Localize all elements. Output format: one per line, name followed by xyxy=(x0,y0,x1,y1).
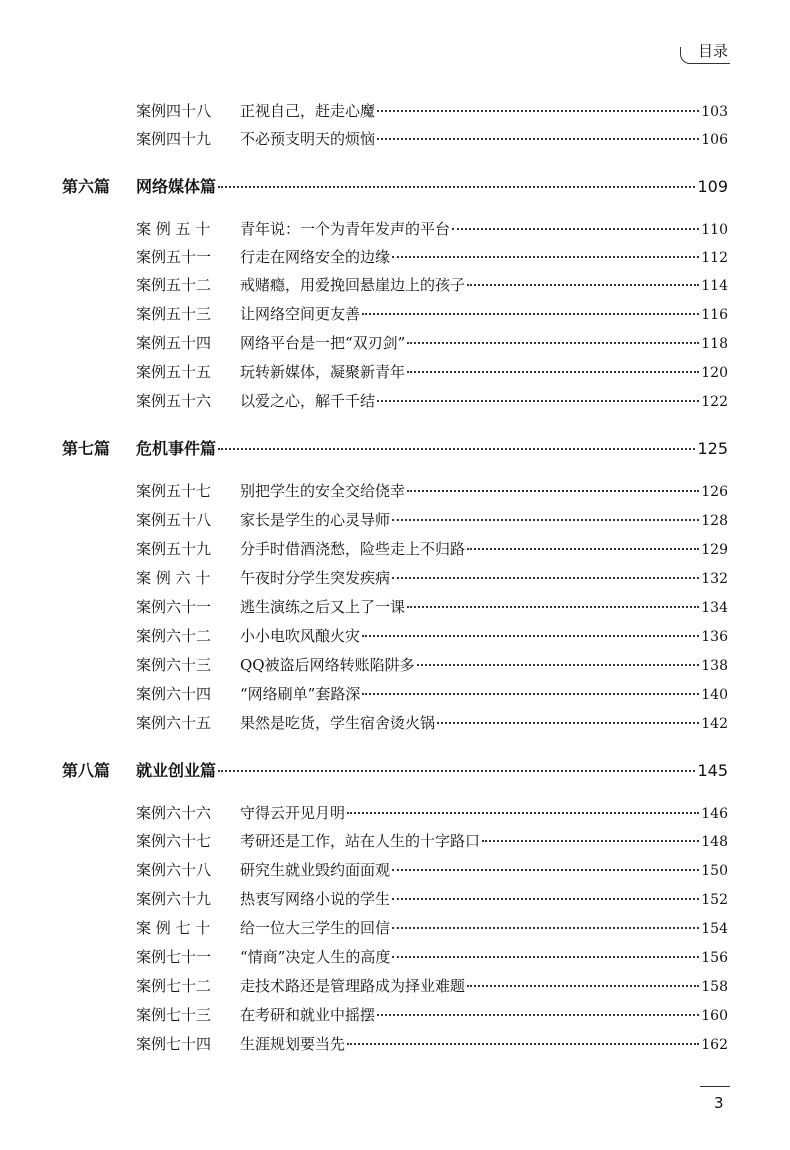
toc-case-entry[interactable] xyxy=(136,1004,728,1026)
entry-label: 案 例 七 十 xyxy=(136,919,211,937)
entry-title: 分手时借酒浇愁，险些走上不归路 xyxy=(240,540,466,558)
toc-case-entry[interactable] xyxy=(136,538,728,560)
toc-case-entry[interactable] xyxy=(136,975,728,997)
header-ornament xyxy=(680,47,691,64)
dot-leader xyxy=(362,692,699,695)
entry-title: 逃生演练之后又上了一课 xyxy=(240,598,406,616)
entry-title: 别把学生的安全交给侥幸 xyxy=(240,482,406,500)
entry-label: 案例六十二 xyxy=(136,627,212,645)
entry-label: 案例五十四 xyxy=(136,334,212,352)
entry-title: 网络媒体篇 xyxy=(136,177,217,196)
entry-page-number: 106 xyxy=(701,132,728,148)
entry-title: 危机事件篇 xyxy=(136,439,217,458)
entry-label: 案例五十九 xyxy=(136,540,212,558)
entry-label: 案例四十八 xyxy=(136,102,212,120)
dot-leader xyxy=(407,489,699,492)
entry-title: 青年说：一个为青年发声的平台 xyxy=(240,220,451,238)
entry-page-number: 136 xyxy=(701,629,728,645)
dot-leader xyxy=(392,897,699,900)
dot-leader xyxy=(392,955,699,958)
entry-page-number: 140 xyxy=(701,687,728,703)
dot-leader xyxy=(417,663,700,666)
entry-page-number: 125 xyxy=(697,439,728,458)
entry-title: 网络平台是一把“双刃剑” xyxy=(240,334,406,352)
entry-title: 就业创业篇 xyxy=(136,761,217,780)
entry-page-number: 156 xyxy=(701,950,728,966)
entry-page-number: 118 xyxy=(701,336,728,352)
toc-case-entry[interactable] xyxy=(136,128,728,150)
dot-leader xyxy=(392,576,699,579)
entry-label: 第六篇 xyxy=(62,177,111,196)
entry-page-number: 146 xyxy=(701,806,728,822)
entry-title: “网络刷单”套路深 xyxy=(240,685,361,703)
toc-case-entry[interactable] xyxy=(136,246,728,268)
entry-title: QQ被盗后网络转账陷阱多 xyxy=(240,656,415,674)
entry-label: 案例六十八 xyxy=(136,861,212,879)
toc-case-entry[interactable] xyxy=(136,625,728,647)
dot-leader xyxy=(362,634,699,637)
toc-case-entry[interactable] xyxy=(136,830,728,852)
entry-page-number: 145 xyxy=(697,761,728,780)
dot-leader xyxy=(407,605,699,608)
dot-leader xyxy=(377,1013,699,1016)
toc-case-entry[interactable] xyxy=(136,946,728,968)
entry-title: 小小电吹风酿火灾 xyxy=(240,627,361,645)
entry-label: 第七篇 xyxy=(62,439,111,458)
dot-leader xyxy=(392,868,699,871)
entry-title: 戒赌瘾，用爱挽回悬崖边上的孩子 xyxy=(240,276,466,294)
entry-page-number: 128 xyxy=(701,513,728,529)
entry-title: “情商”决定人生的高度 xyxy=(240,948,391,966)
entry-page-number: 162 xyxy=(701,1037,728,1053)
entry-page-number: 154 xyxy=(701,921,728,937)
entry-label: 案例六十三 xyxy=(136,656,212,674)
entry-label: 案例六十五 xyxy=(136,714,212,732)
toc-case-entry[interactable] xyxy=(136,1033,728,1055)
header-rule xyxy=(690,63,730,64)
entry-title: 行走在网络安全的边缘 xyxy=(240,248,391,266)
toc-case-entry[interactable] xyxy=(136,888,728,910)
dot-leader xyxy=(392,518,699,521)
entry-page-number: 138 xyxy=(701,658,728,674)
toc-case-entry[interactable] xyxy=(136,567,728,589)
entry-title: 热衷写网络小说的学生 xyxy=(240,890,391,908)
entry-label: 案例四十九 xyxy=(136,130,212,148)
toc-case-entry[interactable] xyxy=(136,917,728,939)
entry-title: 正视自己，赶走心魔 xyxy=(240,102,376,120)
toc-part-entry[interactable] xyxy=(62,174,728,197)
dot-leader xyxy=(437,721,699,724)
entry-label: 案 例 六 十 xyxy=(136,569,211,587)
toc-case-entry[interactable] xyxy=(136,303,728,325)
toc-case-entry[interactable] xyxy=(136,509,728,531)
entry-page-number: 160 xyxy=(701,1008,728,1024)
entry-page-number: 116 xyxy=(701,307,728,323)
entry-label: 案例六十一 xyxy=(136,598,212,616)
dot-leader xyxy=(377,137,699,140)
toc-case-entry[interactable] xyxy=(136,100,728,122)
entry-label: 案例六十四 xyxy=(136,685,212,703)
entry-page-number: 148 xyxy=(701,834,728,850)
entry-label: 案例五十二 xyxy=(136,276,212,294)
entry-page-number: 129 xyxy=(701,542,728,558)
entry-page-number: 122 xyxy=(701,394,728,410)
entry-title: 守得云开见月明 xyxy=(240,804,346,822)
entry-title: 考研还是工作，站在人生的十字路口 xyxy=(240,832,481,850)
dot-leader xyxy=(467,984,699,987)
entry-title: 在考研和就业中摇摆 xyxy=(240,1006,376,1024)
dot-leader xyxy=(407,370,699,373)
entry-title: 不必预支明天的烦恼 xyxy=(240,130,376,148)
toc-case-entry[interactable] xyxy=(136,390,728,412)
toc-case-entry[interactable] xyxy=(136,859,728,881)
entry-label: 案例五十一 xyxy=(136,248,212,266)
dot-leader xyxy=(218,185,695,188)
entry-title: 午夜时分学生突发疾病 xyxy=(240,569,391,587)
entry-page-number: 120 xyxy=(701,365,728,381)
toc-case-entry[interactable] xyxy=(136,654,728,676)
entry-label: 案例五十六 xyxy=(136,392,212,410)
entry-label: 案例六十七 xyxy=(136,832,212,850)
toc-case-entry[interactable] xyxy=(136,480,728,502)
entry-title: 玩转新媒体，凝聚新青年 xyxy=(240,363,406,381)
entry-page-number: 134 xyxy=(701,600,728,616)
toc-case-entry[interactable] xyxy=(136,712,728,734)
dot-leader xyxy=(407,341,699,344)
dot-leader xyxy=(347,1042,699,1045)
dot-leader xyxy=(467,547,699,550)
toc-case-entry[interactable] xyxy=(136,361,728,383)
toc-case-entry[interactable] xyxy=(136,683,728,705)
footer-rule xyxy=(700,1086,730,1087)
dot-leader xyxy=(482,839,699,842)
dot-leader xyxy=(218,769,695,772)
entry-page-number: 158 xyxy=(701,979,728,995)
entry-label: 案例五十八 xyxy=(136,511,212,529)
entry-label: 案例六十六 xyxy=(136,804,212,822)
entry-page-number: 150 xyxy=(701,863,728,879)
entry-page-number: 142 xyxy=(701,716,728,732)
entry-title: 走技术路还是管理路成为择业难题 xyxy=(240,977,466,995)
toc-part-entry[interactable] xyxy=(62,436,728,459)
toc-case-entry[interactable] xyxy=(136,596,728,618)
entry-title: 家长是学生的心灵导师 xyxy=(240,511,391,529)
entry-page-number: 152 xyxy=(701,892,728,908)
entry-title: 以爱之心，解千千结 xyxy=(240,392,376,410)
toc-case-entry[interactable] xyxy=(136,274,728,296)
dot-leader xyxy=(362,312,699,315)
toc-case-entry[interactable] xyxy=(136,332,728,354)
toc-case-entry[interactable] xyxy=(136,802,728,824)
entry-label: 案例五十三 xyxy=(136,305,212,323)
running-header: 目录 xyxy=(697,42,728,60)
entry-page-number: 132 xyxy=(701,571,728,587)
dot-leader xyxy=(392,926,699,929)
entry-page-number: 126 xyxy=(701,484,728,500)
entry-label: 案例五十七 xyxy=(136,482,212,500)
entry-title: 果然是吃货，学生宿舍烫火锅 xyxy=(240,714,436,732)
toc-case-entry[interactable] xyxy=(136,218,728,240)
entry-title: 让网络空间更友善 xyxy=(240,305,361,323)
dot-leader xyxy=(377,399,699,402)
dot-leader xyxy=(392,255,699,258)
dot-leader xyxy=(347,811,699,814)
entry-label: 案例七十一 xyxy=(136,948,212,966)
dot-leader xyxy=(377,109,699,112)
entry-page-number: 103 xyxy=(701,104,728,120)
entry-label: 案 例 五 十 xyxy=(136,220,211,238)
entry-page-number: 114 xyxy=(701,278,728,294)
dot-leader xyxy=(452,227,699,230)
entry-label: 案例七十三 xyxy=(136,1006,212,1024)
entry-label: 案例五十五 xyxy=(136,363,212,381)
entry-label: 案例六十九 xyxy=(136,890,212,908)
page-number: 3 xyxy=(714,1094,724,1112)
entry-label: 第八篇 xyxy=(62,761,111,780)
toc-part-entry[interactable] xyxy=(62,758,728,781)
entry-page-number: 109 xyxy=(697,177,728,196)
dot-leader xyxy=(467,283,699,286)
entry-page-number: 110 xyxy=(701,222,728,238)
dot-leader xyxy=(218,447,695,450)
entry-title: 研究生就业毁约面面观 xyxy=(240,861,391,879)
entry-label: 案例七十二 xyxy=(136,977,212,995)
entry-label: 案例七十四 xyxy=(136,1035,212,1053)
entry-page-number: 112 xyxy=(701,250,728,266)
entry-title: 给一位大三学生的回信 xyxy=(240,919,391,937)
entry-title: 生涯规划要当先 xyxy=(240,1035,346,1053)
